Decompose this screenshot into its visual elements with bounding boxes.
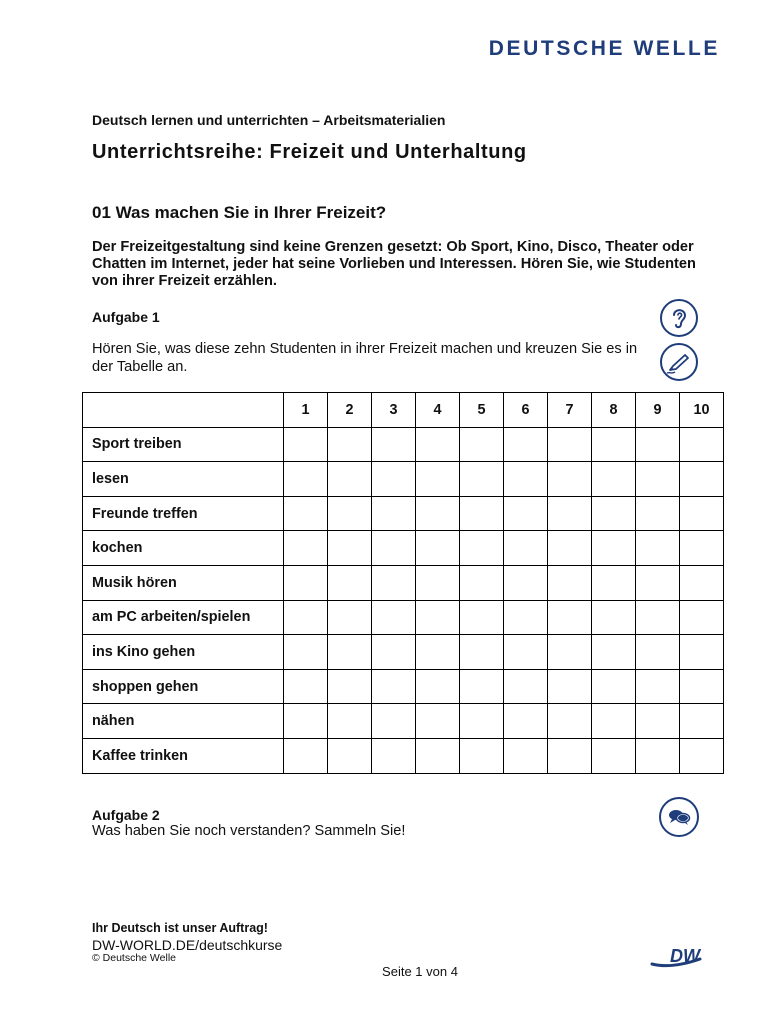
checkbox-cell[interactable]: [284, 669, 328, 704]
checkbox-cell[interactable]: [328, 704, 372, 739]
checkbox-cell[interactable]: [416, 531, 460, 566]
speech-bubbles-icon: [659, 797, 699, 837]
checkbox-cell[interactable]: [328, 565, 372, 600]
checkbox-cell[interactable]: [636, 427, 680, 462]
checkbox-cell[interactable]: [328, 531, 372, 566]
checkbox-cell[interactable]: [328, 635, 372, 670]
activity-table: [82, 392, 724, 774]
checkbox-cell[interactable]: [416, 738, 460, 773]
checkbox-cell[interactable]: [284, 496, 328, 531]
checkbox-cell[interactable]: [460, 531, 504, 566]
checkbox-cell[interactable]: [284, 462, 328, 497]
table-header-student: 2: [328, 393, 372, 428]
dw-logo-text: DW: [670, 946, 700, 966]
checkbox-cell[interactable]: [636, 565, 680, 600]
checkbox-cell[interactable]: [328, 496, 372, 531]
checkbox-cell[interactable]: [416, 427, 460, 462]
checkbox-cell[interactable]: [548, 496, 592, 531]
checkbox-cell[interactable]: [416, 600, 460, 635]
dw-logo: [650, 946, 718, 972]
checkbox-cell[interactable]: [592, 496, 636, 531]
checkbox-cell[interactable]: [636, 462, 680, 497]
activity-label: kochen: [83, 531, 284, 566]
checkbox-cell[interactable]: [372, 635, 416, 670]
checkbox-cell[interactable]: [460, 462, 504, 497]
checkbox-cell[interactable]: [592, 462, 636, 497]
table-header-row: [83, 393, 724, 428]
page-number: Seite 1 von 4: [382, 964, 458, 979]
section-title: 01 Was machen Sie in Ihrer Freizeit?: [92, 203, 387, 222]
task1-instruction: Hören Sie, was diese zehn Studenten in ihrer Freizeit machen und kreuzen Sie es in der Tabelle an.: [92, 341, 638, 375]
checkbox-cell[interactable]: [592, 738, 636, 773]
checkbox-cell[interactable]: [680, 600, 724, 635]
checkbox-cell[interactable]: [416, 704, 460, 739]
checkbox-cell[interactable]: [548, 704, 592, 739]
checkbox-cell[interactable]: [460, 600, 504, 635]
document-subtitle: Deutsch lernen und unterrichten – Arbeitsmaterialien: [92, 112, 446, 128]
checkbox-cell[interactable]: [284, 531, 328, 566]
checkbox-cell[interactable]: [636, 600, 680, 635]
checkbox-cell[interactable]: [548, 565, 592, 600]
pen-icon: [660, 343, 698, 381]
checkbox-cell[interactable]: [284, 600, 328, 635]
checkbox-cell[interactable]: [372, 531, 416, 566]
table-row: [83, 704, 724, 739]
checkbox-cell[interactable]: [504, 738, 548, 773]
checkbox-cell[interactable]: [548, 738, 592, 773]
checkbox-cell[interactable]: [416, 669, 460, 704]
checkbox-cell[interactable]: [416, 565, 460, 600]
checkbox-cell[interactable]: [284, 635, 328, 670]
activity-label: ins Kino gehen: [83, 635, 284, 670]
checkbox-cell[interactable]: [636, 635, 680, 670]
table-header-student: 10: [680, 393, 724, 428]
footer-url[interactable]: DW-WORLD.DE/deutschkurse: [92, 937, 283, 953]
table-row: [83, 738, 724, 773]
table-row: [83, 496, 724, 531]
checkbox-cell[interactable]: [636, 704, 680, 739]
task2-title: Aufgabe 2: [92, 807, 160, 823]
checkbox-cell[interactable]: [504, 600, 548, 635]
checkbox-cell[interactable]: [328, 669, 372, 704]
checkbox-cell[interactable]: [372, 738, 416, 773]
checkbox-cell[interactable]: [592, 427, 636, 462]
footer-slogan: Ihr Deutsch ist unser Auftrag!: [92, 921, 268, 935]
checkbox-cell[interactable]: [680, 704, 724, 739]
checkbox-cell[interactable]: [416, 496, 460, 531]
checkbox-cell[interactable]: [504, 427, 548, 462]
table-header-student: 8: [592, 393, 636, 428]
activity-label: Freunde treffen: [83, 496, 284, 531]
checkbox-cell[interactable]: [460, 669, 504, 704]
checkbox-cell[interactable]: [416, 462, 460, 497]
checkbox-cell[interactable]: [680, 462, 724, 497]
table-row: [83, 531, 724, 566]
checkbox-cell[interactable]: [592, 635, 636, 670]
table-row: [83, 669, 724, 704]
checkbox-cell[interactable]: [548, 427, 592, 462]
checkbox-cell[interactable]: [460, 738, 504, 773]
table-row: [83, 635, 724, 670]
activity-label: am PC arbeiten/spielen: [83, 600, 284, 635]
checkbox-cell[interactable]: [504, 462, 548, 497]
activity-label: Sport treiben: [83, 427, 284, 462]
checkbox-cell[interactable]: [592, 565, 636, 600]
checkbox-cell[interactable]: [680, 635, 724, 670]
checkbox-cell[interactable]: [372, 704, 416, 739]
checkbox-cell[interactable]: [504, 669, 548, 704]
checkbox-cell[interactable]: [592, 600, 636, 635]
table-header-student: 3: [372, 393, 416, 428]
intro-paragraph: Der Freizeitgestaltung sind keine Grenzen gesetzt: Ob Sport, Kino, Disco, Theater oder Chatten im Internet, jeder hat seine Vorlieben und Interessen. Hören Sie, wie Studenten von ihrer Freizeit erzählen.: [92, 239, 696, 290]
checkbox-cell[interactable]: [548, 669, 592, 704]
table-header-student: 1: [284, 393, 328, 428]
activity-label: Kaffee trinken: [83, 738, 284, 773]
checkbox-cell[interactable]: [460, 635, 504, 670]
checkbox-cell[interactable]: [460, 427, 504, 462]
checkbox-cell[interactable]: [372, 462, 416, 497]
checkbox-cell[interactable]: [372, 669, 416, 704]
checkbox-cell[interactable]: [328, 462, 372, 497]
checkbox-cell[interactable]: [680, 565, 724, 600]
checkbox-cell[interactable]: [636, 531, 680, 566]
checkbox-cell[interactable]: [680, 496, 724, 531]
checkbox-cell[interactable]: [680, 669, 724, 704]
checkbox-cell[interactable]: [328, 600, 372, 635]
table-header-student: 4: [416, 393, 460, 428]
checkbox-cell[interactable]: [636, 496, 680, 531]
checkbox-cell[interactable]: [680, 427, 724, 462]
table-header-student: 5: [460, 393, 504, 428]
checkbox-cell[interactable]: [284, 565, 328, 600]
document-title: Unterrichtsreihe: Freizeit und Unterhaltung: [92, 141, 527, 163]
table-row: [83, 462, 724, 497]
checkbox-cell[interactable]: [504, 565, 548, 600]
table-header-student: 9: [636, 393, 680, 428]
checkbox-cell[interactable]: [548, 600, 592, 635]
checkbox-cell[interactable]: [636, 669, 680, 704]
checkbox-cell[interactable]: [504, 635, 548, 670]
checkbox-cell[interactable]: [548, 531, 592, 566]
checkbox-cell[interactable]: [372, 496, 416, 531]
checkbox-cell[interactable]: [460, 565, 504, 600]
checkbox-cell[interactable]: [416, 635, 460, 670]
footer-copyright: © Deutsche Welle: [92, 952, 176, 964]
checkbox-cell[interactable]: [504, 531, 548, 566]
checkbox-cell[interactable]: [284, 704, 328, 739]
checkbox-cell[interactable]: [328, 427, 372, 462]
activity-label: lesen: [83, 462, 284, 497]
checkbox-cell[interactable]: [372, 565, 416, 600]
checkbox-cell[interactable]: [284, 738, 328, 773]
table-row: [83, 427, 724, 462]
ear-icon: [660, 299, 698, 337]
checkbox-cell[interactable]: [592, 531, 636, 566]
checkbox-cell[interactable]: [680, 531, 724, 566]
checkbox-cell[interactable]: [372, 600, 416, 635]
checkbox-cell[interactable]: [592, 704, 636, 739]
activity-label: Musik hören: [83, 565, 284, 600]
activity-label: nähen: [83, 704, 284, 739]
checkbox-cell[interactable]: [636, 738, 680, 773]
table-row: [83, 565, 724, 600]
checkbox-cell[interactable]: [460, 496, 504, 531]
table-header-student: 7: [548, 393, 592, 428]
checkbox-cell[interactable]: [372, 427, 416, 462]
checkbox-cell[interactable]: [592, 669, 636, 704]
checkbox-cell[interactable]: [460, 704, 504, 739]
task2-instruction: Was haben Sie noch verstanden? Sammeln Sie!: [92, 823, 406, 839]
table-header-student: 6: [504, 393, 548, 428]
checkbox-cell[interactable]: [284, 427, 328, 462]
activity-label: shoppen gehen: [83, 669, 284, 704]
checkbox-cell[interactable]: [548, 462, 592, 497]
table-row: [83, 600, 724, 635]
checkbox-cell[interactable]: [548, 635, 592, 670]
checkbox-cell[interactable]: [504, 704, 548, 739]
checkbox-cell[interactable]: [504, 496, 548, 531]
task1-title: Aufgabe 1: [92, 309, 160, 325]
checkbox-cell[interactable]: [680, 738, 724, 773]
checkbox-cell[interactable]: [328, 738, 372, 773]
table-header-corner: [83, 393, 284, 428]
brand-title: DEUTSCHE WELLE: [488, 37, 720, 60]
